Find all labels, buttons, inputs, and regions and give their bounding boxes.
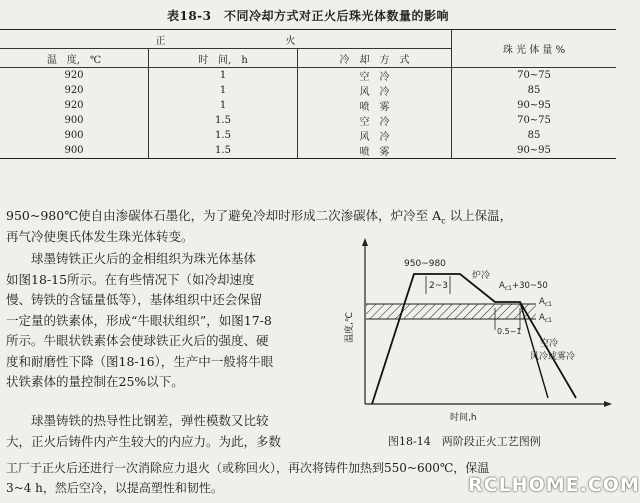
cell: 900 bbox=[64, 130, 84, 141]
cell: 喷 雾 bbox=[298, 143, 452, 159]
paragraph-3: 球墨铸铁的热导性比钢差，弹性模数又比较 大，正火后铸件内产生较大的内应力。为此，多数 bbox=[6, 413, 282, 449]
cell: 1.5 bbox=[149, 143, 298, 159]
group-header: 正 火 bbox=[0, 30, 452, 49]
label-temp: 950~980 bbox=[404, 259, 446, 269]
process-diagram bbox=[340, 238, 616, 430]
cell: 空 冷 bbox=[298, 68, 452, 84]
cell: 920 bbox=[0, 68, 149, 84]
x-axis-arrow bbox=[604, 401, 612, 407]
cell: 70~75 bbox=[452, 68, 617, 84]
cell: 空 冷 bbox=[298, 113, 452, 128]
cell: 900 bbox=[0, 143, 149, 159]
cell: 70~75 bbox=[452, 113, 617, 128]
cell: 85 bbox=[452, 128, 617, 143]
cell: 900 bbox=[64, 115, 84, 126]
table-caption: 表18-3 不同冷却方式对正火后珠光体数量的影响 bbox=[166, 9, 450, 23]
col-cooling: 冷 却 方 式 bbox=[298, 49, 452, 68]
cell: 喷 雾 bbox=[298, 98, 452, 113]
cell: 920 bbox=[64, 85, 84, 96]
text-last-1: 工厂于正火后还进行一次消除应力退火（或称回火），再次将铸件加热到550~600℃，保温 bbox=[6, 461, 490, 475]
cell: 920 bbox=[64, 100, 84, 111]
x-axis-label: 时间,h bbox=[450, 413, 477, 423]
col-temp: 温 度, ℃ bbox=[0, 49, 149, 68]
label-ac1-bot: $A_{c1}$ bbox=[539, 313, 552, 324]
y-axis-arrow bbox=[362, 238, 368, 246]
col-time: 时 间, h bbox=[149, 49, 298, 68]
cell: 风 冷 bbox=[298, 128, 452, 143]
cell: 1 bbox=[149, 98, 298, 113]
cell: 1 bbox=[149, 68, 298, 84]
figure-caption: 图18-14 两阶段正火工艺图例 bbox=[388, 435, 541, 448]
label-hold1: 2~3 bbox=[429, 281, 448, 291]
cell: 风 冷 bbox=[298, 83, 452, 98]
label-fan: 风冷或雾冷 bbox=[530, 352, 576, 362]
cell: 85 bbox=[452, 83, 617, 98]
cell: 1 bbox=[149, 83, 298, 98]
result-header: 珠 光 体 量 % bbox=[452, 30, 617, 68]
watermark: RCLHOME.COM bbox=[468, 474, 640, 496]
cell: 90~95 bbox=[452, 143, 617, 159]
cell: 1.5 bbox=[149, 128, 298, 143]
label-air: 空冷 bbox=[540, 339, 559, 349]
label-furnace: 炉冷 bbox=[472, 271, 491, 281]
cell: 1.5 bbox=[149, 113, 298, 128]
y-axis-label: 温度,℃ bbox=[345, 312, 355, 343]
ac1-band bbox=[366, 304, 536, 319]
text-line-1: 950~980℃使自由渗碳体石墨化，为了避免冷却时形成二次渗碳体，炉冷至 $A_c$ 以上保温， bbox=[6, 208, 513, 226]
label-hold2: 0.5~1 bbox=[497, 327, 522, 336]
pearlite-table bbox=[0, 29, 616, 159]
text-line-2: 再气冷使奥氏体发生珠光体转变。 bbox=[6, 229, 194, 244]
label-ac1-top: $A_{c1}$ bbox=[539, 297, 552, 308]
cell: 90~95 bbox=[452, 98, 617, 113]
text-last-2: 3~4 h，然后空冷，以提高塑性和韧性。 bbox=[6, 481, 223, 495]
label-ac1-plus: $A_{c1}+30\sim 50$ bbox=[499, 281, 548, 292]
paragraph-2: 球墨铸铁正火后的金相组织为珠光体基体 如图18-15所示。在有些情况下（如冷却速度 慢、铸铁的含锰量低等），基体组织中还会保留 一定量的铁素体，形成“牛眼状组织”，如图17-8 所示。牛眼状铁素体会使球铁正火后的强度、硬 度和耐磨性下降（图18-16），生产中一般将牛眼 状铁素体的量控制在25%以下。 bbox=[6, 251, 274, 389]
